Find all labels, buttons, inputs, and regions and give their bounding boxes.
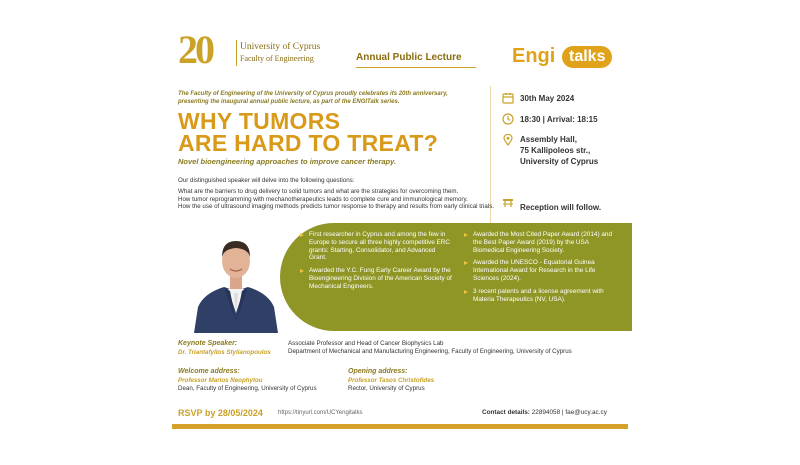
achievement-item: Awarded the Y.C. Fung Early Career Award by the Bioengineering Division of the American Society of Mechanical Engineers. (300, 267, 452, 290)
achievement-item: 3 recent patents and a license agreement with Materia Therapeutics (NV, USA). (464, 288, 616, 304)
location-pin-icon (502, 134, 514, 146)
footer-bar (172, 424, 628, 429)
lecture-poster (172, 26, 628, 440)
contact-label: Contact details: (482, 409, 530, 416)
brand-talks: talks (562, 46, 612, 68)
reception-note: Reception will follow. (520, 203, 602, 212)
questions-heading: Our distinguished speaker will delve into the following questions: (178, 177, 355, 184)
venue-line-3: University of Cyprus (520, 157, 599, 166)
keynote-name: Dr. Triantafyllos Stylianopoulos (178, 349, 271, 356)
contact-details (482, 409, 607, 416)
welcome-role: Dean, Faculty of Engineering, University of Cyprus (178, 385, 317, 392)
question-item: What are the barriers to drug delivery to solid tumors and what are the strategies for overcoming them. (178, 188, 459, 195)
welcome-label: Welcome address: (178, 368, 240, 375)
annual-lecture-label: Annual Public Lecture (356, 52, 462, 63)
rsvp-deadline: RSVP by 28/05/2024 (178, 408, 263, 418)
clock-icon (502, 113, 514, 125)
contact-value: 22894058 | fae@ucy.ac.cy (531, 409, 607, 416)
reception-table-icon (502, 196, 514, 208)
opening-role: Rector, University of Cyprus (348, 385, 425, 392)
event-date: 30th May 2024 (520, 94, 575, 103)
title-line-1: WHY TUMORS (178, 108, 341, 134)
logo-university: University of Cyprus (240, 42, 321, 52)
lecture-subtitle: Novel bioengineering approaches to improve cancer therapy. (178, 157, 397, 166)
questions-list (178, 188, 498, 211)
achievement-item: First researcher in Cyprus and among the few in Europe to secure all three highly competitive ERC grants: Starting, Consolidator, and Advanced Grant. (300, 231, 452, 262)
speaker-photo (190, 221, 282, 333)
venue-line-2: 75 Kallipoleos str., (520, 146, 591, 155)
keynote-role (288, 340, 572, 355)
event-time: 18:30 | Arrival: 18:15 (520, 115, 598, 124)
logo-divider (236, 40, 237, 66)
achievements-right-column (464, 231, 616, 308)
lecture-title (178, 110, 498, 154)
anniversary-logo-number: 20 (178, 27, 212, 72)
intro-text: The Faculty of Engineering of the University of Cyprus proudly celebrates its 20th anniversary, presenting the inaugural annual public lecture, as part of the ENGITalk series. (178, 91, 448, 105)
event-venue (520, 134, 598, 167)
welcome-name: Professor Marios Neophytou (178, 377, 263, 384)
rsvp-link[interactable]: https://tinyurl.com/UCYengitalks (278, 410, 363, 416)
keynote-role-line-1: Associate Professor and Head of Cancer Biophysics Lab (288, 340, 444, 347)
question-item: How the use of ultrasound imaging methods predicts tumor response to therapy and results from early clinical trials. (178, 203, 495, 211)
opening-name: Professor Tasos Christofides (348, 377, 435, 384)
brand-engi: Engi (512, 45, 556, 67)
achievement-item: Awarded the Most Cited Paper Award (2014) and the Best Paper Award (2019) by the USA Biomedical Engineering Society. (464, 231, 616, 254)
opening-label: Opening address: (348, 368, 408, 375)
venue-line-1: Assembly Hall, (520, 135, 577, 144)
achievement-item: Awarded the UNESCO - Equatorial Guinea International Award for Research in the Life Sciences (2024). (464, 259, 616, 282)
annual-underline (356, 67, 476, 68)
logo-faculty: Faculty of Engineering (240, 54, 314, 63)
keynote-label: Keynote Speaker: (178, 340, 238, 347)
calendar-icon (502, 92, 514, 104)
title-line-2: ARE HARD TO TREAT? (178, 130, 439, 156)
achievements-left-column (300, 231, 452, 296)
question-item: How tumor reprogramming with mechanotherapeutics leads to complete cure and immunological memory. (178, 195, 468, 203)
keynote-role-line-2: Department of Mechanical and Manufacturing Engineering, Faculty of Engineering, University of Cyprus (288, 347, 572, 355)
